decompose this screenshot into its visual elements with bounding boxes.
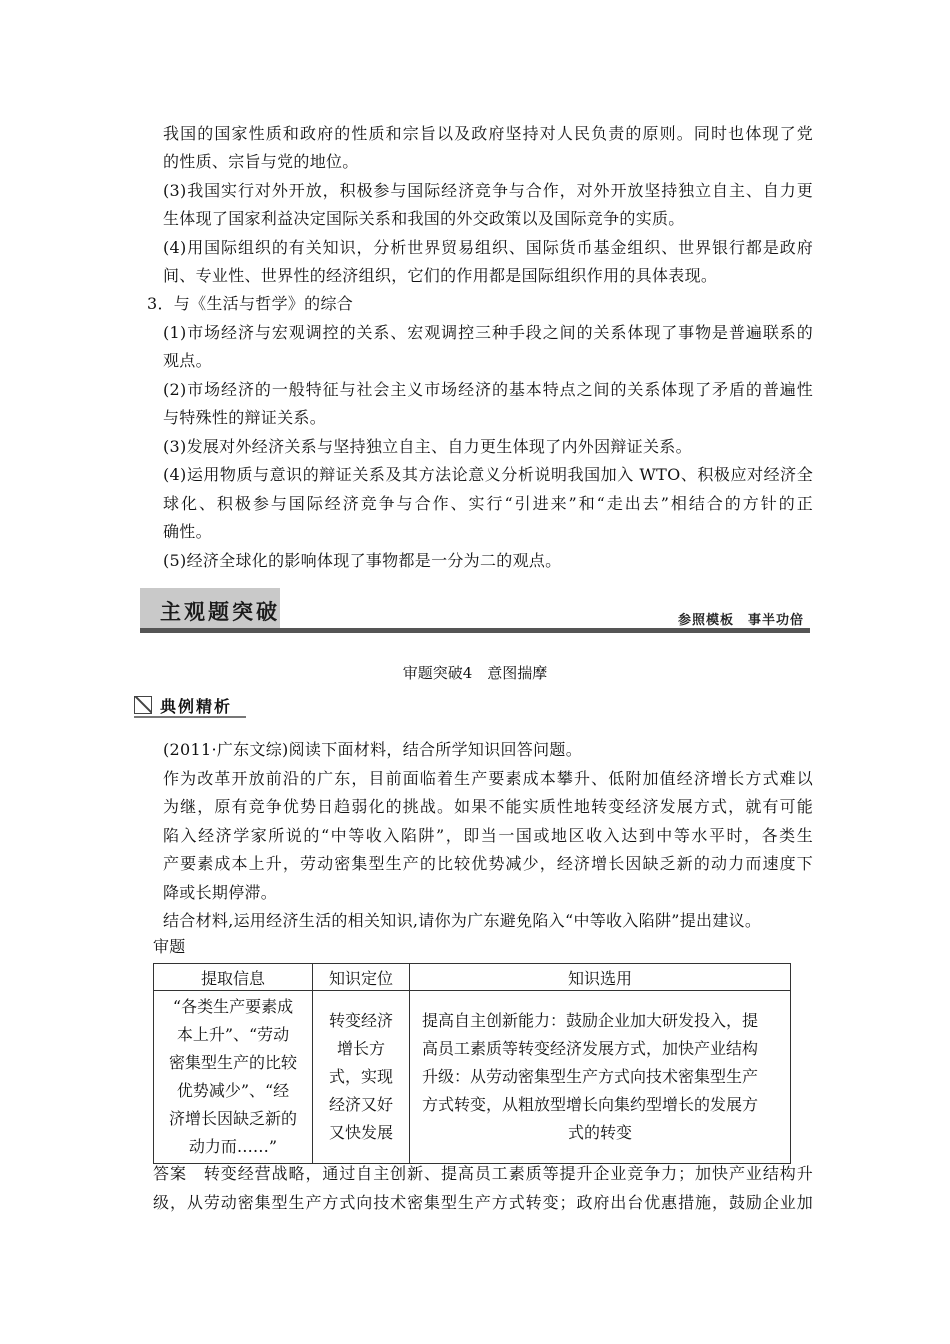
cell-line: 高员工素质等转变经济发展方式，加快产业结构 bbox=[422, 1039, 759, 1058]
cell-line: 又快发展 bbox=[328, 1123, 393, 1142]
example-label-box bbox=[134, 694, 246, 718]
subheading: 审题突破4 意图揣摩 bbox=[402, 664, 548, 682]
cell-line: 本上升”、“劳动 bbox=[176, 1025, 290, 1044]
cell-line: 提高自主创新能力：鼓励企业加大研发投入，提 bbox=[422, 1011, 759, 1030]
section-line: 球化、积极参与国际经济竞争与合作、实行“引进来”和“走出去”相结合的方针的正 bbox=[163, 494, 813, 513]
cell-line: 经济又好 bbox=[328, 1095, 393, 1114]
section-heading: 3．与《生活与哲学》的综合 bbox=[147, 294, 354, 313]
section-line: (2)市场经济的一般特征与社会主义市场经济的基本特点之间的关系体现了矛盾的普遍性 bbox=[163, 380, 813, 399]
paragraph-line: 的性质、宗旨与党的地位。 bbox=[163, 152, 359, 171]
example-line: 结合材料,运用经济生活的相关知识,请你为广东避免陷入“中等收入陷阱”提出建议。 bbox=[163, 911, 762, 930]
example-line: 作为改革开放前沿的广东，目前面临着生产要素成本攀升、低附加值经济增长方式难以 bbox=[163, 769, 813, 788]
table-row bbox=[154, 991, 791, 1164]
cell-line: 升级：从劳动密集型生产方式向技术密集型生产 bbox=[422, 1067, 759, 1086]
cell-line: 转变经济 bbox=[328, 1011, 393, 1030]
section-line: (3)发展对外经济关系与坚持独立自主、自力更生体现了内外因辩证关系。 bbox=[163, 437, 692, 456]
section-line: 确性。 bbox=[163, 522, 212, 541]
table-cell-selection bbox=[410, 991, 791, 1164]
cell-line: 方式转变，从粗放型增长向集约型增长的发展方 bbox=[422, 1095, 759, 1114]
paragraph-line: 间、专业性、世界性的经济组织，它们的作用都是国际组织作用的具体表现。 bbox=[163, 266, 718, 285]
example-line: 产要素成本上升，劳动密集型生产的比较优势减少，经济增长因缺乏新的动力而速度下 bbox=[163, 854, 813, 873]
cell-line: “各类生产要素成 bbox=[172, 997, 294, 1016]
answer-line: 级，从劳动密集型生产方式向技术密集型生产方式转变；政府出台优惠措施，鼓励企业加 bbox=[153, 1193, 813, 1212]
section-line: (5)经济全球化的影响体现了事物都是一分为二的观点。 bbox=[163, 551, 562, 570]
banner-rule bbox=[140, 628, 810, 633]
shenti-label: 审题 bbox=[153, 937, 186, 956]
section-line: (1)市场经济与宏观调控的关系、宏观调控三种手段之间的关系体现了事物是普遍联系的 bbox=[163, 323, 813, 342]
paragraph-line: (3)我国实行对外开放，积极参与国际经济竞争与合作，对外开放坚持独立自主、自力更 bbox=[163, 181, 813, 200]
example-line: (2011·广东文综)阅读下面材料，结合所学知识回答问题。 bbox=[163, 740, 582, 759]
example-line: 为继，原有竞争优势日趋弱化的挑战。如果不能实质性地转变经济发展方式，就有可能 bbox=[163, 797, 813, 816]
cell-line: 济增长因缺乏新的 bbox=[168, 1109, 297, 1128]
table-header-row bbox=[154, 964, 791, 991]
cell-line: 增长方 bbox=[336, 1039, 385, 1058]
paragraph-line: 生体现了国家利益决定国际关系和我国的外交政策以及国际竞争的实质。 bbox=[163, 209, 685, 228]
cell-line: 密集型生产的比较 bbox=[168, 1053, 297, 1072]
table-cell-knowledge bbox=[313, 991, 410, 1164]
analysis-table bbox=[153, 963, 791, 1164]
example-label: 典例精析 bbox=[160, 697, 233, 716]
section-line: 与特殊性的辩证关系。 bbox=[163, 408, 327, 427]
answer-line: 答案 转变经营战略，通过自主创新、提高员工素质等提升企业竞争力；加快产业结构升 bbox=[153, 1164, 813, 1183]
cell-line: 优势减少”、“经 bbox=[176, 1081, 290, 1100]
cell-line: 式的转变 bbox=[567, 1123, 632, 1142]
example-underline bbox=[134, 716, 246, 718]
cell-line: 式，实现 bbox=[328, 1067, 393, 1086]
section-line: (4)运用物质与意识的辩证关系及其方法论意义分析说明我国加入 WTO、积极应对经济全 bbox=[163, 465, 813, 484]
paragraph-line: 我国的国家性质和政府的性质和宗旨以及政府坚持对人民负责的原则。同时也体现了党 bbox=[163, 124, 813, 143]
example-line: 降或长期停滞。 bbox=[163, 883, 278, 902]
paragraph-line: (4)用国际组织的有关知识，分析世界贸易组织、国际货币基金组织、世界银行都是政府 bbox=[163, 238, 813, 257]
table-cell-info bbox=[154, 991, 313, 1164]
banner-title: 主观题突破 bbox=[160, 600, 280, 624]
banner-slogan: 参照模板 事半功倍 bbox=[677, 613, 804, 628]
example-line: 陷入经济学家所说的“中等收入陷阱”，即当一国或地区收入达到中等水平时，各类生 bbox=[163, 826, 813, 845]
table-header: 知识选用 bbox=[410, 964, 791, 991]
cell-line: 动力而……” bbox=[188, 1137, 278, 1156]
diagonal-square-icon bbox=[134, 696, 152, 714]
table-header: 知识定位 bbox=[313, 964, 410, 991]
table-header: 提取信息 bbox=[154, 964, 313, 991]
section-line: 观点。 bbox=[163, 351, 212, 370]
